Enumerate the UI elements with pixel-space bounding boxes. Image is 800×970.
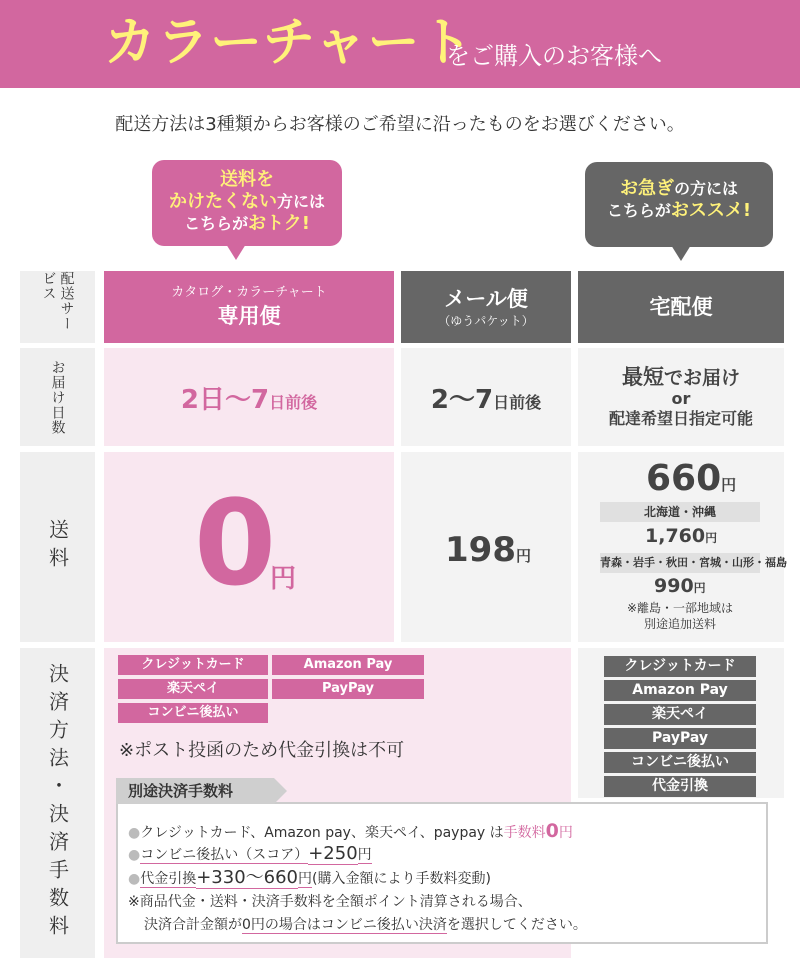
takuhai-tag-paypay: PayPay bbox=[604, 728, 756, 749]
callout-takuhai-em2: おススメ! bbox=[670, 200, 752, 221]
payment-tag-rakuten-pay: 楽天ペイ bbox=[118, 679, 268, 699]
intro-text: 配送方法は3種類からお客様のご希望に沿ったものをお選びください。 bbox=[115, 114, 685, 135]
catalog-days-value: 2日〜7 bbox=[180, 384, 270, 415]
region2-fee-value: 990 bbox=[654, 575, 694, 597]
region2-fee-unit: 円 bbox=[693, 581, 706, 595]
region1-fee-unit: 円 bbox=[705, 531, 718, 545]
takuhai-delivery-days bbox=[578, 348, 784, 446]
fee-line-zero-note: 決済合計金額が0円の場合はコンビニ後払い決済を選択してください。 bbox=[144, 917, 587, 933]
takuhai-tag-credit: クレジットカード bbox=[604, 656, 756, 677]
bullet-icon: ● bbox=[128, 871, 141, 887]
row-label-shipping-fee: 送料 bbox=[20, 452, 95, 642]
column-mail-paren: （ゆうパケット） bbox=[438, 314, 534, 328]
column-header-catalog bbox=[104, 271, 394, 343]
bullet-icon: ● bbox=[128, 825, 141, 841]
callout-takuhai-rest: の方には bbox=[673, 179, 738, 198]
takuhai-fee-value: 660 bbox=[646, 458, 722, 499]
extra-fee-tab: 別途決済手数料 bbox=[116, 778, 274, 804]
mail-days-suffix: 日前後 bbox=[493, 392, 542, 412]
region-tohoku: 青森・岩手・秋田・宮城・山形・福島 bbox=[600, 553, 760, 573]
callout-catalog-line1: 送料を bbox=[220, 169, 274, 190]
callout-catalog-pre: こちらが bbox=[184, 214, 249, 233]
fee-line-convenience: ●コンビニ後払い（スコア）+250円 bbox=[128, 843, 372, 864]
mail-days-value: 2〜7 bbox=[430, 384, 494, 415]
callout-takuhai-em: お急ぎ bbox=[619, 178, 674, 199]
catalog-days-suffix: 日前後 bbox=[269, 392, 318, 412]
column-catalog-big: 専用便 bbox=[217, 304, 281, 328]
column-header-takuhai bbox=[578, 271, 784, 343]
island-note: ※離島・一部地域は 別途追加送料 bbox=[626, 601, 734, 631]
row-label-payment: 決済方法・決済手数料 bbox=[20, 648, 95, 958]
header-banner bbox=[0, 0, 800, 88]
callout-catalog-em: かけたくない bbox=[168, 191, 277, 212]
fee-line-cod: ●代金引換+330〜660円(購入金額により手数料変動) bbox=[128, 867, 491, 888]
column-mail-big: メール便 bbox=[444, 287, 528, 311]
column-takuhai-big: 宅配便 bbox=[649, 295, 713, 319]
region1-fee-value: 1,760 bbox=[645, 525, 706, 547]
takuhai-tag-cod: 代金引換 bbox=[604, 776, 756, 797]
takuhai-deliver: でお届け bbox=[663, 366, 740, 389]
catalog-fee-unit: 円 bbox=[270, 564, 297, 594]
row-label-service: 配送サービス bbox=[20, 271, 95, 343]
callout-takuhai-pre: こちらが bbox=[606, 201, 671, 220]
column-header-mail bbox=[401, 271, 571, 343]
column-catalog-small: カタログ・カラーチャート bbox=[171, 285, 327, 300]
payment-tag-convenience: コンビニ後払い bbox=[118, 703, 268, 723]
callout-takuhai-pointer bbox=[671, 245, 691, 261]
extra-fee-tab-arrow bbox=[274, 778, 287, 804]
fee-line-credit: ●クレジットカード、Amazon pay、楽天ペイ、paypay は手数料0円 bbox=[128, 820, 573, 842]
region-hokkaido-okinawa: 北海道・沖縄 bbox=[600, 502, 760, 522]
takuhai-shortest: 最短 bbox=[621, 364, 664, 389]
fee-line-points-note: ※商品代金・送料・決済手数料を全額ポイント清算される場合、 bbox=[128, 894, 532, 910]
takuhai-or: or bbox=[671, 388, 691, 408]
callout-catalog-pointer bbox=[226, 244, 246, 260]
takuhai-fee-unit: 円 bbox=[721, 476, 737, 494]
callout-takuhai bbox=[585, 162, 773, 247]
catalog-fee-value: 0 bbox=[194, 474, 277, 612]
takuhai-tag-rakuten-pay: 楽天ペイ bbox=[604, 704, 756, 725]
bullet-icon: ● bbox=[128, 847, 141, 863]
takuhai-date-spec: 配達希望日指定可能 bbox=[608, 408, 753, 428]
payment-tag-amazon-pay: Amazon Pay bbox=[272, 655, 424, 675]
page-subtitle: をご購入のお客様へ bbox=[446, 42, 662, 70]
post-delivery-note: ※ポスト投函のため代金引換は不可 bbox=[119, 740, 405, 761]
row-label-delivery-days: お届け日数 bbox=[20, 348, 95, 446]
mail-fee-unit: 円 bbox=[515, 547, 531, 565]
callout-catalog bbox=[152, 160, 342, 246]
takuhai-tag-amazon-pay: Amazon Pay bbox=[604, 680, 756, 701]
page-title: カラーチャート bbox=[104, 13, 474, 73]
payment-tag-paypay: PayPay bbox=[272, 679, 424, 699]
catalog-delivery-days bbox=[104, 348, 394, 446]
callout-catalog-rest: 方には bbox=[276, 192, 325, 211]
mail-fee-value: 198 bbox=[445, 530, 516, 570]
callout-catalog-em2: おトク! bbox=[248, 213, 310, 234]
mail-delivery-days bbox=[401, 348, 571, 446]
payment-tag-credit: クレジットカード bbox=[118, 655, 268, 675]
takuhai-tag-convenience: コンビニ後払い bbox=[604, 752, 756, 773]
